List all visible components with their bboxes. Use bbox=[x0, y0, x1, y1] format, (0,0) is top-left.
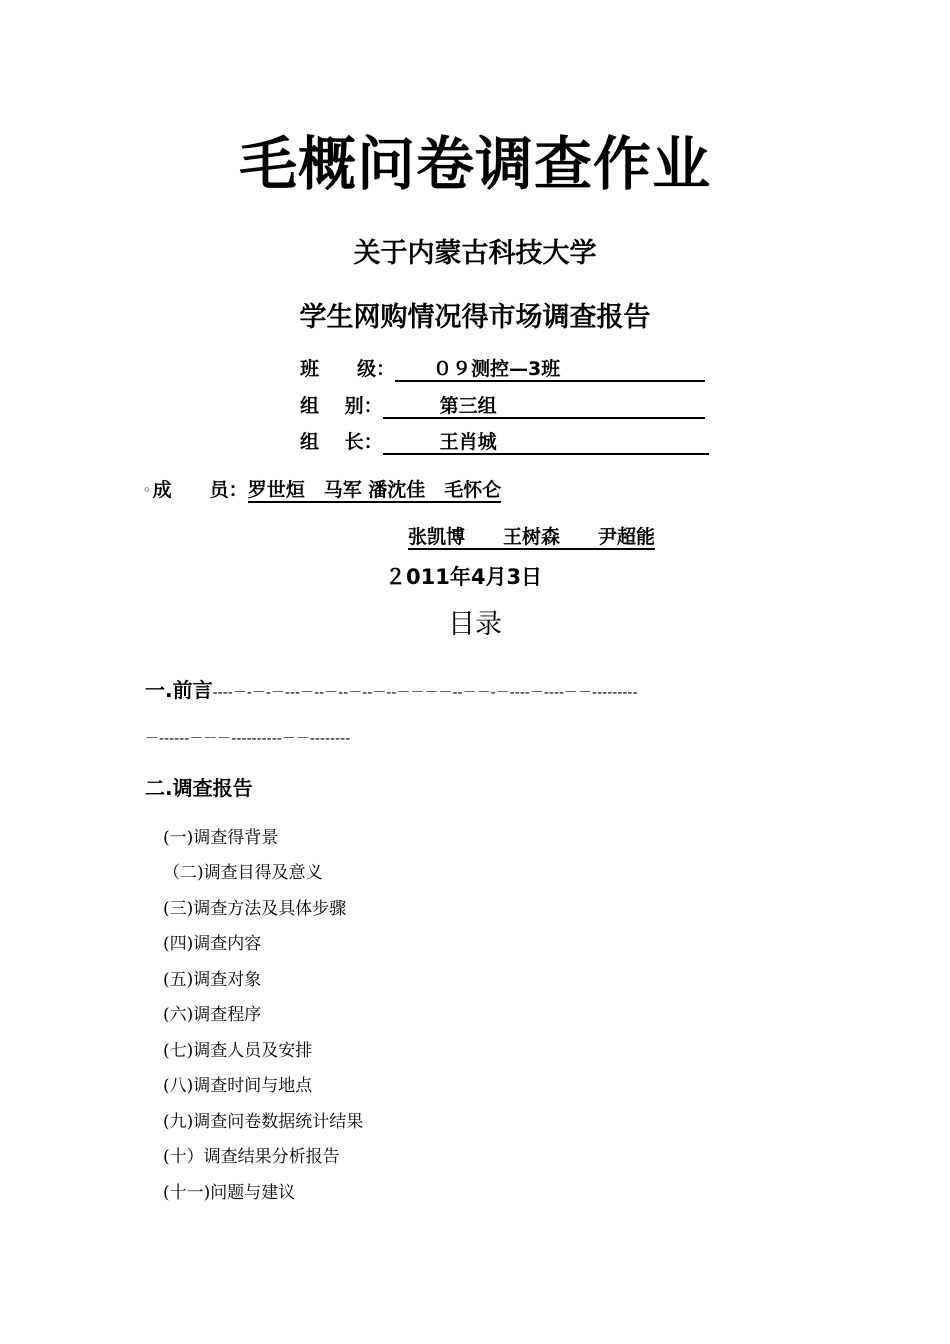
group-value: 第三组 bbox=[383, 395, 705, 419]
toc-section-2-title: 二.调查报告 bbox=[145, 776, 253, 800]
leader-value: 王肖城 bbox=[383, 431, 709, 455]
toc-item: (一)调查得背景 bbox=[163, 828, 279, 848]
toc-item: （二)调查目得及意义 bbox=[163, 863, 323, 883]
members-row-2 bbox=[408, 526, 655, 550]
members-line-2: 张凯博 王树森 尹超能 bbox=[408, 526, 656, 548]
subtitle-line-1: 关于内蒙古科技大学 bbox=[353, 238, 597, 269]
leader-row bbox=[300, 429, 709, 455]
toc-item: (十）调查结果分析报告 bbox=[163, 1147, 340, 1167]
group-label: 组 别： bbox=[300, 395, 383, 417]
toc-item: (九)调查问卷数据统计结果 bbox=[163, 1112, 364, 1132]
toc-section-1-leader-cont: －------－－－----------－－-------- bbox=[145, 731, 351, 747]
members-line-1: 罗世烜 马军 潘沈佳 毛怀仑 bbox=[247, 479, 502, 501]
toc-title: 目录 bbox=[448, 609, 502, 640]
toc-section-1-title: 一.前言 bbox=[145, 678, 213, 702]
subtitle-line-2: 学生网购情况得市场调查报告 bbox=[299, 302, 651, 333]
toc-item: (十一)问题与建议 bbox=[163, 1183, 296, 1203]
leader-label: 组 长： bbox=[300, 431, 383, 453]
toc-item: (八)调查时间与地点 bbox=[163, 1076, 313, 1096]
class-value: ０９测控—3班 bbox=[395, 358, 705, 382]
group-row bbox=[300, 393, 705, 419]
toc-item: (四)调查内容 bbox=[163, 934, 262, 954]
document-title: 毛概问卷调查作业 bbox=[238, 130, 711, 198]
toc-item: (七)调查人员及安排 bbox=[163, 1041, 313, 1061]
toc-section-1-leader: ----－-－-－---－--－--－--－--－－－－--－－-－----－----－－--------- bbox=[212, 685, 638, 701]
toc-section-1 bbox=[145, 676, 638, 707]
bullet-icon: ◦ bbox=[143, 483, 151, 497]
toc-item: (五)调查对象 bbox=[163, 970, 262, 990]
members-label: 成 员： bbox=[152, 479, 248, 501]
toc-item: (六)调查程序 bbox=[163, 1005, 262, 1025]
toc-item: (三)调查方法及具体步骤 bbox=[163, 899, 347, 919]
members-row bbox=[143, 477, 501, 503]
class-label: 班 级： bbox=[300, 358, 396, 380]
report-date: ２011年4月3日 bbox=[385, 565, 543, 589]
class-row bbox=[300, 356, 705, 382]
